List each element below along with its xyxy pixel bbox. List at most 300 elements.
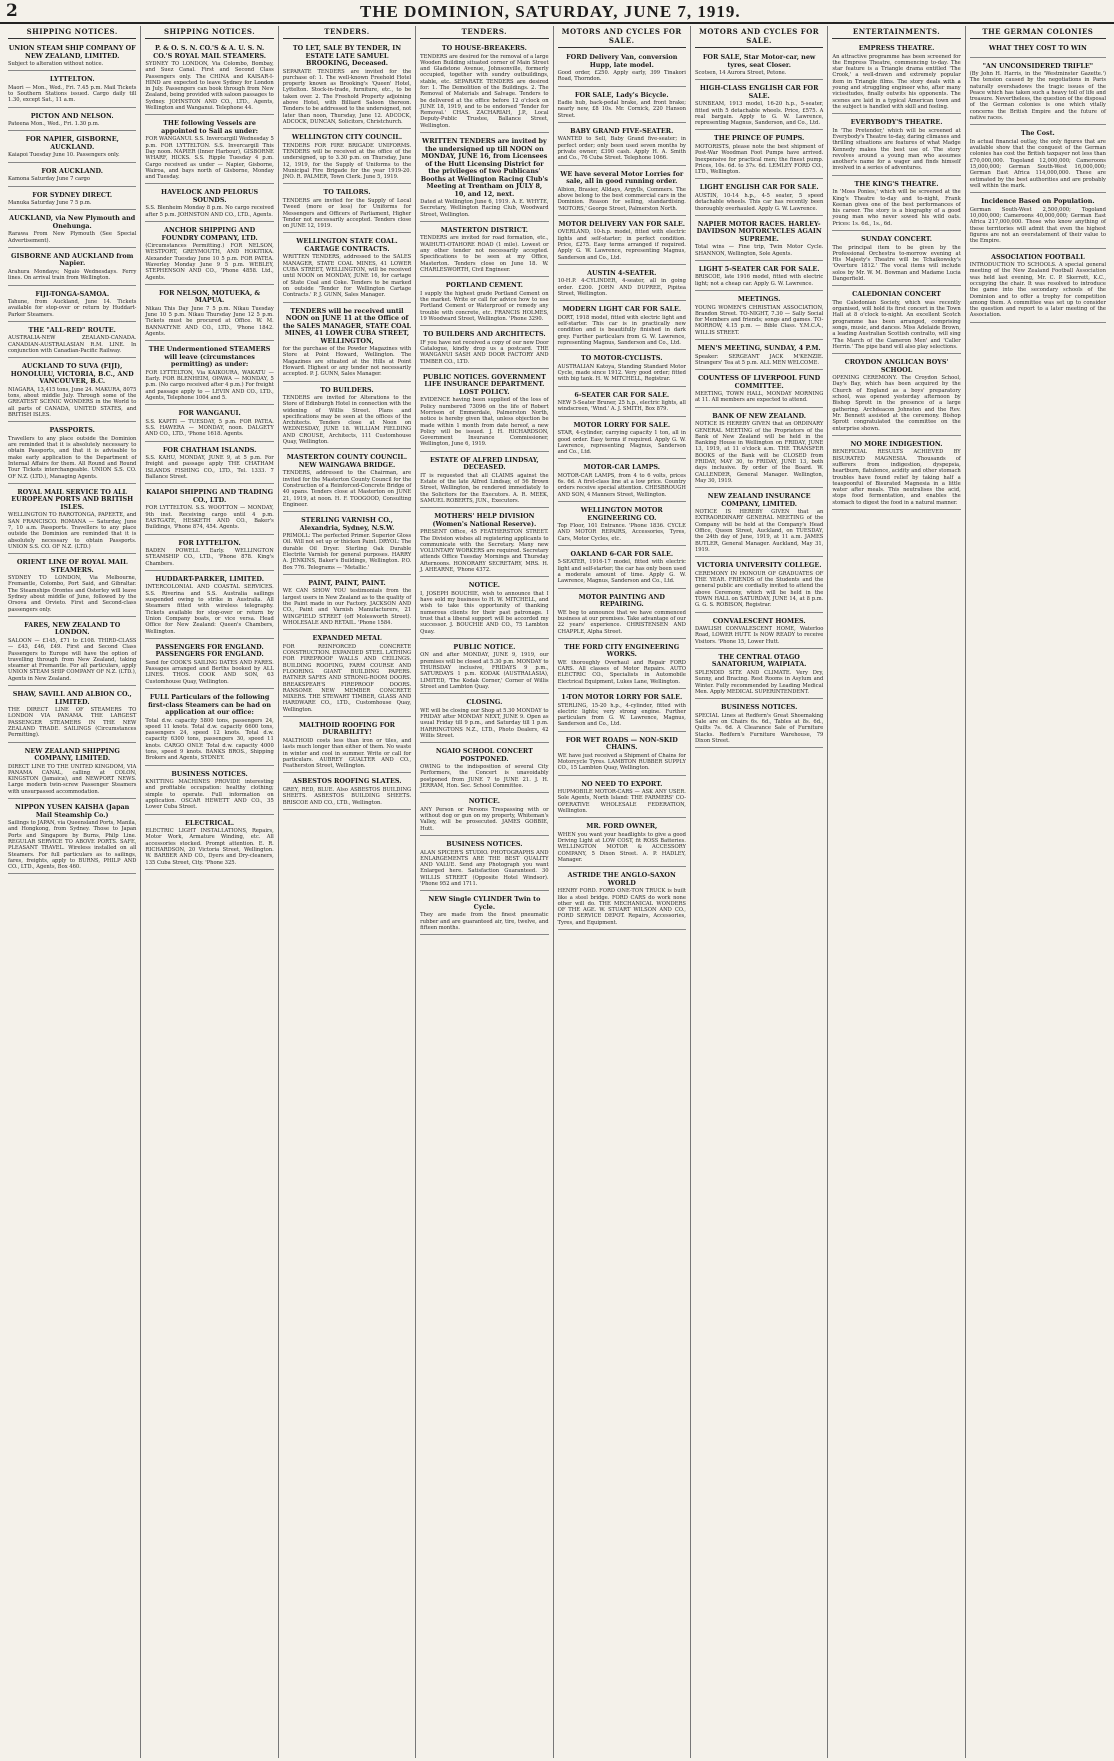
advertisement-text: STERLING, 15-20 h.p., 4-cylinder, fitted with electric lights; very strong engine. Further particulars from G. W. Lawrence, Magnus, Sanderson and Co., Ltd. — [557, 702, 686, 728]
advertisement-text: YOUNG WOMEN'S CHRISTIAN ASSOCIATION, Brandon Street. TO-NIGHT, 7.30 — Sally Social for Members and friends; songs and games. TO-MORROW, 4.15 p.m. — Bible Class. Y.M.C.A., WILLIS STREET. — [694, 304, 824, 336]
advertisement — [283, 235, 411, 302]
advertisement — [145, 641, 273, 689]
advertisement-title: 6-SEATER CAR FOR SALE. — [574, 390, 670, 399]
advertisement — [832, 42, 960, 114]
advertisement-title: WE have several Motor Lorries for sale, all in good running order. — [560, 169, 684, 186]
advertisement-title: NAPIER MOTOR RACES. HARLEY-DAVIDSON MOTORCYCLES AGAIN SUPREME. — [696, 219, 822, 243]
advertisement — [8, 250, 136, 286]
advertisement-text: SEPARATE TENDERS are invited for the purchase of: 1. The well-known Freehold Hotel property known as Brooking's 'Queen' Hotel, Lyttelton. Stock-in-trade, furniture, etc., to be taken over. 2. The Freehold Property adjoining above Hotel, with Billiard Saloon thereon. Tenders to be addressed to the undersigned, not later than noon, Thursday, June 12. ADCOCK, ADCOCK, DUNCAN, Solicitors, Christchurch. — [282, 68, 412, 125]
advertisement-title: OAKLAND 6-CAR FOR SALE. — [570, 549, 674, 558]
advertisement-title: TENDERS will be received until NOON on JUNE 11 at the Office of the SALES MANAGER, STATE COAL MINES, 41 LOWER CUBA STREET, WELLINGTON, — [282, 306, 412, 345]
advertisement-text: BENEFICIAL RESULTS ACHIEVED BY BISURATED MAGNESIA. Thousands of sufferers from indigestion, dyspepsia, heartburn, flatulence, acidity and other stomach troubles have found relief by taking half a teaspoonful of Bisurated Magnesia in a little water after meals. This neutralises the acid, stops food fermentation, and enables the stomach to digest the food in a natural manner. — [832, 449, 961, 506]
column-heading: TENDERS. — [283, 26, 411, 39]
advertisement — [283, 719, 411, 773]
advertisement — [8, 360, 136, 422]
advertisement-text: (By John H. Harris, in the 'Westminster Gazette.') The tension caused by the negotiations in Paris naturally overshadows the tragic issues of the Peace which has taken such a heavy toll of life and treasure. Nevertheless, the question of the disposal of the German colonies is one which vitally concerns the British Empire and the future of native races. — [969, 71, 1106, 122]
advertisement-title: PORTLAND CEMENT. — [445, 281, 524, 290]
advertisement-text: MEETING, TOWN HALL, MONDAY MORNING at 11. All members are expected to attend. — [694, 391, 824, 404]
advertisement-title: NOTICE. — [468, 797, 501, 806]
advertisement-title: CONVALESCENT HOMES. — [712, 616, 806, 625]
advertisement-title: EXPANDED METAL — [312, 634, 382, 643]
advertisement-title: NIPPON YUSEN KAISHA (Japan Mail Steamship Co.) — [15, 803, 130, 819]
advertisement — [832, 233, 960, 286]
advertisement — [420, 641, 548, 694]
advertisement-text: The principal item to be given by the Professional Orchestra to-morrow evening at His Majesty's Theatre will be Tchaikowsky's 'Overture 1812.' The vocal items will include solos by Mr. W. M. Bowman and Madame Lucia Dangerfield. — [832, 244, 961, 283]
advertisement — [420, 838, 548, 891]
advertisement — [695, 218, 823, 261]
advertisement — [558, 352, 686, 386]
advertisement-text: In actual financial outlay, the only figures that are available show that the conquest of the German colonies has cost the British taxpayer not less than £70,000,000. Togoland 12,000,000; Cameroons 15,000,000; German South-West 16,000,000; German East Africa 114,000,000. These are estimated by the best authorities and are probably well within the mark. — [969, 138, 1106, 189]
advertisement-text: MOTORISTS, please note the best shipment of Post-War Woodman Foot Pumps have arrived. Inexpensive for practical men; the finest pump. Prices, 10s. 6d. to 37s. 6d. LEMLEY FORD CO., LTD., Wellington. — [694, 143, 824, 176]
advertisement-text: SUNBEAM, 1913 model, 16-20 h.p., 5-seater, fitted with 5 detachable wheels. Price, £575. A real bargain. Apply to G. W. Lawrence, representing Magnus, Sanderson, and Co., Ltd. — [694, 101, 824, 127]
advertisement — [420, 371, 548, 452]
advertisement — [420, 328, 548, 369]
advertisement-text: Eadie hub, back-pedal brake, and front brake; nearly new, £8 10s. Mr. Cornick, 220 Hanson Street. — [557, 100, 686, 119]
column-2 — [141, 26, 278, 1758]
advertisement — [145, 343, 273, 405]
advertisement — [558, 591, 686, 639]
advertisement-title: THE CENTRAL OTAGO SANATORIUM, WAIPIATA. — [711, 652, 807, 669]
advertisement-text: Scotsen, 14 Aurora Street, Petone. — [694, 70, 787, 76]
page-number: 2 — [6, 1, 18, 21]
advertisement — [558, 820, 686, 867]
advertisement — [695, 51, 823, 80]
advertisement — [695, 701, 823, 748]
advertisement-title: The Cost. — [1020, 129, 1055, 138]
advertisement — [420, 279, 548, 326]
advertisement-title: STERLING VARNISH CO., Alexandria, Sydney, N.S.W. — [299, 516, 395, 532]
advertisement-title: UNION STEAM SHIP COMPANY OF NEW ZEALAND, LIMITED. — [8, 44, 136, 60]
advertisement-title: THE following Vessels are appointed to Sail as under: — [161, 119, 259, 135]
advertisement-title: WELLINGTON MOTOR ENGINEERING CO. — [580, 506, 663, 522]
advertisement-text: SYDNEY TO LONDON, Via Colombo, Bombay, and Suez Canal. First and Second Class Passengers only. The CHINA and KAISAR-I-HIND are expected to leave Sydney for London in July. Passengers can book through from New Zealand, being provided with saloon passages to Sydney. JOHNSTON AND CO., LTD., Agents, Wellington and Wanganui. Telephone 44. — [145, 61, 274, 112]
advertisement-text: Albion, Brasier, Alldays, Argylls, Commers. The above belong to the best commercial cars in the Dominion. Reason for selling, standardising. 'MOTORS,' George Street, Palmerston North. — [557, 186, 686, 212]
advertisement-title: FOR WANGANUI. — [178, 409, 241, 418]
advertisement-title: CLOSING. — [466, 698, 503, 707]
advertisement-title: AUCKLAND, via New Plymouth and Onehunga. — [9, 214, 136, 230]
advertisement-title: BABY GRAND FIVE-SEATER. — [570, 126, 674, 135]
advertisement — [832, 178, 960, 231]
advertisement — [558, 303, 686, 350]
advertisement-title: GISBORNE AND AUCKLAND from Napier. — [11, 251, 134, 268]
advertisement-title: LIGHT 5-SEATER CAR FOR SALE. — [698, 264, 820, 273]
advertisement-text: TENDERS are invited for the Supply of Local Tweed (more or less) for Uniforms for Messengers and Officers of Parliament, Higher Tender not necessarily accepted. Tenders close on JUNE 12, 1919. — [282, 197, 412, 230]
advertisement-title: NOTICE. — [468, 581, 501, 590]
advertisement-title: FIJI-TONGA-SAMOA. — [35, 289, 110, 298]
advertisement-text: WANTED to Sell, Baby Grand five-seater; in perfect order; only been used seven months by private owner; £390 cash. Apply H. A. Smith and Co., 76 Cuba Street. Telephone 1066. — [557, 136, 686, 162]
advertisement-title: Incidence Based on Population. — [981, 197, 1095, 206]
advertisement-title: BUSINESS NOTICES. — [171, 769, 248, 778]
advertisement — [283, 384, 411, 450]
advertisement-title: LIGHT ENGLISH CAR FOR SALE. — [699, 183, 819, 192]
advertisement-text: Kamona Saturday June 7 cargo — [8, 176, 90, 183]
advertisement — [832, 288, 960, 354]
advertisement-text: Tahune, from Auckland, June 14. Tickets available for stop-over or return by Huddart-Parker Steamers. — [8, 299, 137, 318]
advertisement-title: FOR SYDNEY DIRECT. — [32, 190, 113, 199]
advertisement-text: DAWLISH CONVALESCENT HOME, Waterloo Road, LOWER HUTT. Is NOW READY to receive Visitors. 'Phone 15, Lower Hutt. — [694, 626, 824, 645]
advertisement-text: Travellers to any place outside the Dominion are reminded that it is absolutely necessary to obtain Passports, and that it is advisable to make early application to the Department of Internal Affairs for them. All Round and Round Tour Tickets interchangeable. UNION S.S. CO. OF N.Z. (LTD.), Managing Agents. — [8, 435, 137, 480]
advertisement-text: SYDNEY TO LONDON, Via Melbourne, Fremantle, Colombo, Port Said, and Gibraltar. The Steamships Orontes and Osterley will leave Sydney about middle of June, followed by the Orsova and Orvieto. First and Second-class passengers only. — [8, 575, 137, 613]
advertisement — [8, 42, 136, 71]
advertisement-title: FOR NELSON, MOTUEKA, & MAPUA. — [158, 288, 261, 305]
advertisement-text: Top Floor, 101 Entrance. 'Phone 1836. CYCLE AND MOTOR REPAIRS, Accessories, Tyres, Cars, Motor Cycles, etc. — [557, 523, 686, 542]
advertisement — [283, 131, 411, 184]
advertisement — [832, 438, 960, 510]
advertisement — [283, 42, 411, 129]
advertisement-text: S.S. KAHU, MONDAY, JUNE 9, at 5 p.m. For freight and passage apply THE CHATHAM ISLANDS FISHING CO., LTD., Tel. 1333. 7 Ballance Street. — [145, 455, 274, 481]
advertisement-title: ANCHOR SHIPPING AND FOUNDRY COMPANY, LTD. — [161, 226, 258, 242]
advertisement-title: WRITTEN TENDERS are invited by the undersigned up till NOON on MONDAY, JUNE 16, from Licensees of the Hutt Licensing District for the privileges of two Publicans' Booths at Wellington Racing Club's Meeting at Trentham on JULY 8, 10, and 12, next. — [420, 137, 549, 198]
advertisement-text: INTRODUCTION TO SCHOOLS. A special general meeting of the New Zealand Football Association was held last evening, Mr. C. P. Skerrett, K.C., occupying the chair. It was resolved to introduce the game into the secondary schools of the Dominion and to offer a trophy for competition among them. A committee was set up to consider the question and report to a later meeting of the Association. — [969, 262, 1106, 319]
advertisement — [558, 267, 686, 301]
advertisement — [695, 490, 823, 557]
advertisement-title: BUSINESS NOTICES. — [720, 703, 798, 712]
advertisement — [420, 579, 548, 639]
advertisement-title: NEW ZEALAND INSURANCE COMPANY, LIMITED. — [707, 492, 811, 508]
advertisement-text: The Caledonian Society, which was recently organised, will hold its first concert in the Town Hall at 8 o'clock to-night. An excellent Scotch programme has been arranged, comprising songs, music, and dances. Miss Adelaide Brown, a leading Australian Scottish contralto, will sing 'The March of the Cameron Men' and 'Caller Herrin.' The pipe band will also play selections. — [832, 299, 961, 350]
advertisement — [695, 263, 823, 291]
advertisement — [558, 778, 686, 819]
advertisement — [283, 632, 411, 717]
advertisement — [558, 461, 686, 502]
advertisement-text: WHEN you want your headlights to give a good Driving Light at LOW COST, fit ROSS Batteries. WELLINGTON MOTOR & ACCESSORY COMPANY, 5 Dixon Street. A. P. HADLEY, Manager. — [557, 831, 686, 863]
advertisement — [420, 454, 548, 508]
advertisement-title: HAVELOCK AND PELORUS SOUNDS. — [161, 188, 259, 204]
advertisement-text: for the purchase of the Powder Magazines with Store at Point Howard, Wellington. The Magazines are situated at the Hills at Point Howard. Highest or any tender not necessarily accepted. P. J. GUNN, Sales Manager. — [282, 346, 412, 378]
advertisement-text: Nikau This Day June 7 5 p.m. Nikau Tuesday June 10 5 p.m. Nikau Thursday June 12 5 p.m. Tickets must be procured at Office. W. M. BANNATYNE AND CO., LTD., 'Phone 1842. Agents. — [145, 305, 274, 338]
column-heading: MOTORS AND CYCLES FOR SALE. — [695, 26, 823, 48]
advertisement-title: BANK OF NEW ZEALAND. — [712, 411, 807, 420]
advertisement-title: ASBESTOS ROOFING SLATES. — [292, 777, 402, 786]
advertisement — [558, 869, 686, 930]
advertisement-text: IT is requested that all CLAIMS against the Estate of the late Alfred Lindsay, of 56 Brown Street, Wellington, be rendered immediately to the Solicitors for the Executors. A. R. MEEK, SAMUEL ROBERTS, JUN., Executors. — [420, 472, 549, 504]
advertisement-text: NIAGARA, 13,415 tons, June 24. MAKURA, 8075 tons, about middle July. Through some of the GREATEST SCENIC WONDERS in the World to all parts of CANADA, UNITED STATES, and BRITISH ISLES. — [8, 386, 137, 419]
advertisement — [283, 305, 411, 382]
advertisement-text: TENDERS are desired for the removal of a large Wooden Building situated corner of Main Street and Gladstone Avenue, Johnsonville, formerly occupied, together with sundry outbuildings, stable, etc. SEPARATE TENDERS are desired for: 1. The Demolition of the Buildings. 2. The Removal of Materials and Salvage. Tenders to be delivered at the office before 12 o'clock on JUNE 18, 1919, and to be endorsed 'Tender for Removal.' CHAS. ZACHARIAH, J.P., Local Deputy-Public Trustee, Ballance Street, Wellington. — [420, 53, 549, 129]
advertisement-title: MASTERTON DISTRICT. — [440, 225, 529, 234]
column-6 — [691, 26, 828, 1758]
advertisement-title: TO BUILDERS AND ARCHITECTS. — [423, 330, 546, 339]
advertisement-title: WELLINGTON STATE COAL. CARTAGE CONTRACTS. — [296, 237, 398, 253]
advertisement — [558, 389, 686, 417]
advertisement-title: FOR SALE, Lady's Bicycle. — [574, 90, 669, 99]
advertisement — [695, 82, 823, 130]
advertisement — [970, 195, 1106, 248]
advertisement — [145, 817, 273, 870]
advertisement-text: INTERCOLONIAL AND COASTAL SERVICES. S.S. Riverina and S.S. Australia sailings suspended owing to strike in Australia. All Steamers fitted with wireless telegraphy. Tickets available for stop-over or return by Union Company boats, or vice versa. Head Office for New Zealand: Queen's Chambers, Wellington. — [145, 584, 274, 635]
advertisement-title: NO MORE INDIGESTION. — [850, 439, 943, 448]
advertisement — [558, 419, 686, 460]
advertisement — [832, 116, 960, 176]
advertisement — [558, 51, 686, 87]
advertisement-text: AUSTIN, 10-14 h.p., 4-5 seater, 5 speed detachable wheels. This car has recently been thoroughly overhauled. Apply G. W. Lawrence. — [694, 192, 824, 212]
advertisement-title: ASSOCIATION FOOTBALL — [991, 252, 1085, 261]
advertisement-title: MEN'S MEETING, SUNDAY, 4 P.M. — [697, 344, 821, 353]
advertisement-title: TO TAILORS. — [323, 188, 371, 197]
column-heading: SHIPPING NOTICES. — [8, 26, 136, 39]
advertisement-title: FOR CHATHAM ISLANDS. — [162, 445, 257, 454]
advertisement-title: NEW Single CYLINDER Twin to Cycle. — [428, 895, 541, 911]
advertisement — [695, 293, 823, 340]
advertisement-title: 1-TON MOTOR LORRY FOR SALE. — [561, 693, 683, 702]
advertisement-text: I, JOSEPH BOUCHIE, wish to announce that I have sold my business to H. W. MITCHELL, and wish to take this opportunity of thanking numerous clients for their past patronage. I trust that a liberal support will be accorded my successor. J. BOUCHIE AND CO., 75 Lambton Quay. — [420, 590, 549, 635]
advertisement — [8, 688, 136, 742]
advertisement-text: WRITTEN TENDERS, addressed to the SALES MANAGER, STATE COAL MINES, 41 LOWER CUBA STREET, WELLINGTON, will be received until NOON on MONDAY, JUNE 16, for cartage of State Coal and Coke. Tenders to be marked on outside 'Tender for Wellington Cartage Contracts.' P. J. GUNN, Sales Manager. — [282, 254, 412, 299]
advertisement-title: BUSINESS NOTICES. — [446, 840, 523, 849]
advertisement-title: AUSTIN 4-SEATER. — [587, 268, 657, 277]
advertisement-text: WE CAN SHOW YOU testimonials from the largest users in New Zealand as to the quality of the Paint made in our Factory. JACKSON AND CO., Paint and Varnish Manufacturers, 21 WINGFIELD STREET (off Molesworth Street). WHOLESALE AND RETAIL. 'Phone 1584. — [282, 588, 412, 626]
advertisement-text: Total wins — Fine trip, Twin Motor Cycle. SHANNON, Wellington, Sole Agents. — [694, 244, 824, 257]
advertisement-text: Maori — Mon., Wed., Fri. 7.45 p.m. Mail Tickets to Southern Stations issued. Cargo daily till 1.30, except Sat., 11 a.m. — [8, 84, 137, 104]
advertisement — [420, 893, 548, 935]
advertisement — [8, 133, 136, 162]
advertisement-title: NO NEED TO EXPORT. — [581, 779, 663, 788]
advertisement — [283, 775, 411, 809]
advertisement-text: (Circumstances Permitting.) FOR NELSON, WESTPORT, GREYMOUTH, AND HOKITIKA. Alexander Tuesday June 10 5 p.m. FOR PATEA. Waverley Monday June 9 5 p.m. WEBLEY, STEPHENSON AND CO., 'Phone 4858. Ltd., Agents. — [145, 243, 274, 281]
column-1 — [4, 26, 141, 1758]
advertisement — [970, 42, 1106, 58]
advertisement-text: 5-SEATER, 1916-17 model, fitted with electric light and self-starter; the car has only been used a moderate amount of time. Apply G. W. Lawrence, Magnus, Sanderson and Co., Ltd. — [557, 559, 686, 585]
advertisement — [420, 510, 548, 577]
advertisement-title: PASSENGERS FOR ENGLAND. PASSENGERS FOR ENGLAND. — [155, 642, 264, 659]
advertisement — [558, 734, 686, 776]
column-3 — [279, 26, 416, 1758]
advertisement-title: NGAIO SCHOOL CONCERT POSTPONED. — [435, 747, 533, 763]
advertisement-title: NEW ZEALAND SHIPPING COMPANY, LIMITED. — [24, 746, 120, 763]
advertisement-text: HENRY FORD. FORD ONE-TON TRUCK is built like a steel bridge. FORD CARS do work none other will do. THE MECHANICAL WONDERS OF THE AGE. W. STUART WILSON AND CO., FORD SERVICE DEPOT. Repairs, Accessories, Tyres, and Equipment. — [557, 888, 686, 926]
advertisement-text: STAR, 4-cylinder, carrying capacity 1 ton, all in good order. Easy terms if required. Apply G. W. Lawrence, representing Magnus, Sanderson and Co., Ltd. — [557, 430, 686, 456]
advertisement — [695, 342, 823, 370]
advertisement — [695, 615, 823, 649]
advertisement-text: TENDERS are invited for Alterations to the Store of Edinburgh Hotel in connection with the widening of Willis Street. Plans and specifications may be seen at the offices of the Architects. Tenders close at Noon on WEDNESDAY, JUNE 18. WILLIAM FIELDING AND CROUSE, Architects, 111 Customhouse Quay, Wellington. — [282, 395, 412, 446]
advertisement-text: FOR LYTTELTON. S.S. WOOTTON — MONDAY, 9th inst. Receiving cargo until 4 p.m. EASTGATE, HESKETH AND CO., Baker's Buildings, 'Phone 874, 454. Agents. — [145, 505, 274, 531]
advertisement — [145, 42, 273, 115]
advertisement-text: PRESENT Office, 45 FEATHERSTON STREET. The Division wishes all registering applicants to communicate with the Secretary. Many new VOLUNTARY WORKERS are required. Secretary attends Office Tuesday Mornings and Thursday Afternoons. HONORARY SECRETARY, MRS. H. J. AHEARNE, 'Phone 4372. — [420, 529, 549, 574]
advertisement-text: OVERLAND, 10-h.p. model, fitted with electric lights and self-starter; in perfect condition. Price, £275. Easy terms arranged if required. Apply G. W. Lawrence, representing Magnus, Sanderson and Co., Ltd. — [557, 229, 686, 261]
advertisement — [420, 795, 548, 836]
advertisement-text: HUPMOBILE MOTOR-CARS — ASK ANY USER. Sole Agents, North Island: THE FARMERS' CO-OPERATIVE WHOLESALE FEDERATION, Wellington. — [557, 789, 686, 814]
advertisement-text: SPLENDID SITE AND CLIMATE. Very Dry, Sunny, and Bracing. Rest Rooms in Asylum and Winter. Fully recommended by Leading Medical Men. Apply MEDICAL SUPERINTENDENT. — [694, 669, 824, 695]
advertisement — [283, 514, 411, 575]
advertisement — [8, 73, 136, 107]
advertisement-text: TENDERS are invited for road formation, etc., WAIHUTI-OTAHORE ROAD (1 mile). Lowest or any other tender not necessarily accepted. Specifications to be seen at my Office, Masterton. Tenders close on June 18. W. CHARLESWORTH, Civil Engineer. — [420, 235, 549, 273]
advertisement — [8, 424, 136, 484]
advertisement-title: FULL Particulars of the following first-class Steamers can be had on application at our office: — [148, 693, 272, 717]
advertisement — [420, 135, 548, 222]
advertisement-title: THE Undermentioned STEAMERS will leave (circumstances permitting) as under: — [148, 345, 271, 369]
column-heading: THE GERMAN COLONIES — [970, 26, 1106, 39]
advertisement — [145, 287, 273, 341]
advertisement — [695, 132, 823, 179]
advertisement-text: GREY, RED, BLUE. Also ASBESTOS BUILDING SHEETS. ASBESTOS BUILDING SHEETS. BRISCOE AND CO., LTD., Wellington. — [282, 786, 412, 806]
advertisement-title: COUNTESS OF LIVERPOOL FUND COMMITTEE. — [698, 374, 821, 390]
advertisement — [695, 410, 823, 488]
advertisement-title: MR. FORD OWNER, — [586, 822, 658, 831]
advertisement-title: ASTRIDE THE ANGLO-SAXON WORLD — [567, 871, 676, 887]
advertisement — [145, 691, 273, 766]
advertisement — [695, 181, 823, 215]
advertisement-title: FOR LYTTELTON. — [178, 538, 241, 547]
advertisement-text: S.S. Blenheim Monday 8 p.m. No cargo received after 5 p.m. JOHNSTON AND CO., LTD., Agents. — [145, 205, 274, 218]
advertisement-text: An attractive programme has been screened for the Empress Theatre, commencing to-day. The star feature is a Triangle drama entitled 'The Crook,' a well-drawn and extremely popular item in Triangle films. The story deals with a young and struggling engineer who, after many vicissitudes, finally outwits his opponents. The scenes are laid in a typical American town and the subject is handled with skill and feeling. — [832, 53, 961, 110]
advertisement-text: ALAN SPICER'S STUDIO. PHOTOGRAPHS AND ENLARGEMENTS ARE THE BEST QUALITY AND VALUE. Send any Photograph you want Enlarged here. Satisfaction Guaranteed. 30 WILLIS STREET (Opposite Hotel Windsor). 'Phone 952 and 1711. — [420, 849, 549, 888]
column-heading: TENDERS. — [420, 26, 548, 39]
advertisement — [558, 504, 686, 546]
advertisement — [8, 324, 136, 358]
advertisement — [558, 218, 686, 265]
advertisement — [558, 691, 686, 732]
advertisement-text: MOTOR-CAR LAMPS, from 4 to 6 volts, prices 6s. 6d. A first-class line at a low price. Country orders receive special attention. CHESBROUGH AND SON, 4 Manners Street, Wellington. — [557, 472, 686, 498]
advertisement — [8, 212, 136, 248]
advertisement-text: FOR LYTTELTON, Via KAIKOURA, WAKATU — Early. FOR BLENHEIM, OPAWA — MONDAY, 5 p.m. (No cargo received after 4 p.m.) For freight and passage apply to — LEVIN AND CO., LTD., Agents, Telephone 1004 and 5. — [145, 369, 274, 401]
advertisement-title: PASSPORTS. — [49, 426, 95, 435]
advertisement-title: TO LET, SALE BY TENDER, IN ESTATE LATE SAMUEL BROOKING, Deceased. — [292, 44, 402, 67]
advertisement — [970, 251, 1106, 323]
advertisement-text: Rarawa From New Plymouth (See Special Advertisement). — [8, 231, 137, 244]
column-5 — [554, 26, 691, 1758]
advertisement-text: KNITTING MACHINES PROVIDE interesting and profitable occupation: healthy clothing; simple to operate. Full information on application. OSCAR HEWETT AND CO., 35 Lower Cuba Street. — [145, 779, 274, 811]
advertisement-title: THE PRINCE OF PUMPS. — [714, 134, 805, 143]
advertisement-text: WE will be closing our Shop at 5.30 MONDAY to FRIDAY after MONDAY NEXT, JUNE 9. Open as usual Friday till 9 p.m., and Saturday till 1 p.m. HARRINGTONS N.Z., LTD., Photo Dealers, 42 Willis Street. — [420, 707, 549, 739]
advertisement-text: EVIDENCE having been supplied of the loss of Policy numbered 73096 on the life of Robert Morrison of Emmerdale, Palmerston North, notice is hereby given that, unless objection be made within 1 month from date hereof, a new Policy will be issued. J. H. RICHARDSON, Government Insurance Commissioner, Wellington, June 6, 1919. — [420, 397, 549, 448]
advertisement — [558, 168, 686, 216]
advertisement — [970, 60, 1106, 126]
advertisement-text: SALOON — £145, £71 to £108. THIRD-CLASS — £43, £46, £49. First and Second Class Passengers to Europe will have the option of travelling through from New Zealand, taking steamer at Fremantle. For all particulars, apply UNION STEAM SHIP COMPANY OF N.Z. (LTD.), Agents in New Zealand. — [8, 637, 137, 682]
advertisement-text: Arahura Mondays; Ngaio Wednesdays. Ferry lines. On arrival train from Wellington. — [8, 268, 137, 282]
advertisement-text: 10-H.P. 4-CYLINDER, 4-seater, all in going order. £200. JOHN AND DUPREE, Pipitea Street, Wellington. — [557, 278, 686, 297]
advertisement — [970, 127, 1106, 193]
advertisement-text: In 'The Pretender,' which will be screened at Everybody's Theatre to-day, daring climaxes and thrilling situations are features of what Madge Kennedy makes the best use of. The story revolves around a young man who assumes another's name for a wager and finds himself involved in a series of adventures. — [832, 127, 961, 172]
advertisement — [145, 186, 273, 222]
advertisement-text: FOR REINFORCED CONCRETE CONSTRUCTION. EXPANDED STEEL LATHING FOR FIREPROOF WALLS AND CEILINGS. BUILDING ROOFING, FARM COURSE AND FLOORING. GIANT BUILDING PAPERS. RATNER SAFES AND STRONG-ROOM DOORS. BREAKSPEAR'S FIREPROOF DOORS. RANSOME NEW MEMBER CONCRETE MIXERS. THE STEWART TIMBER, GLASS AND HARDWARE CO., LTD., Customhouse Quay, Wellington. — [282, 643, 412, 713]
advertisement-text: WE beg to announce that we have commenced business at our premises. Take advantage of our 22 years' experience. CHRISTENSEN AND CHAPPLE, Alpha Street. — [557, 609, 686, 635]
column-8 — [966, 26, 1110, 1758]
advertisement — [8, 745, 136, 799]
advertisement — [558, 641, 686, 689]
advertisement-text: PRIMOLL: The perfected Primer. Superior Gloss Oil. Will not set up or thicken Paint. DRYOL: The durable Oil Dryer. Sterling Oak Durable Electrite Varnish for general purposes. HARRY A. JENKINS, Baker's Buildings, Wellington. P.O. Box 776. Telegrams — 'Metallic.' — [282, 533, 412, 571]
advertisement — [145, 224, 273, 285]
advertisement-text: OWING to the indisposition of several City Performers, the Concert is unavoidably postponed from JUNE 7 to JUNE 21. J. H. JERRAM, Hon. Sec. School Committee. — [420, 764, 549, 790]
advertisement-text: WE thoroughly Overhaul and Repair FORD CARS. All classes of Motor Repairs. AUTO ELECTRIC CO., Specialists in Automobile Electrical Equipment, Lukes Lane, Wellington. — [557, 659, 686, 685]
advertisement-title: MALTHOID ROOFING FOR DURABILITY! — [298, 720, 395, 737]
advertisement-title: CROYDON ANGLICAN BOYS' SCHOOL — [844, 358, 949, 374]
advertisement-text: WE have just received a Shipment of Chains for Motorcycle Tyres. LAMBTON RUBBER SUPPLY CO., 15 Lambton Quay, Wellington. — [557, 752, 686, 772]
advertisement — [283, 186, 411, 233]
advertisement-title: CALEDONIAN CONCERT — [852, 290, 941, 299]
advertisement-title: MOTOR DELIVERY VAN FOR SALE. — [558, 219, 685, 228]
advertisement-title: ELECTRICAL. — [185, 818, 235, 827]
advertisement-title: FARES, NEW ZEALAND TO LONDON. — [24, 620, 121, 637]
advertisement — [8, 556, 136, 617]
advertisement-text: Send for COOK'S SAILING DATES AND FARES. Passages arranged and Berths booked by ALL LINES. THOS. COOK AND SON, 63 Customhouse Quay, Wellington. — [145, 659, 274, 685]
advertisement — [420, 745, 548, 793]
column-4 — [416, 26, 553, 1758]
advertisement-text: ELECTRIC LIGHT INSTALLATIONS, Repairs, Motor Work, Armature Winding, etc. All accessories stocked. Prompt attention. E. R. RICHARDSON, 20 Victoria Street, Wellington. W. BARBER AND CO., Dyers and Dry-cleaners, 135 Cuba Street, City. 'Phone 325. — [145, 828, 274, 866]
advertisement-text: TENDERS, addressed to the Chairman, are invited for the Masterton County Council for the Construction of a Reinforced-Concrete Bridge of 40 spans. Tenders close at Masterton on JUNE 21, 1919, at noon. H. F. TOOGOOD, Consulting Engineer. — [282, 470, 412, 508]
advertisement — [145, 537, 273, 571]
advertisement-text: Good order, £250. Apply early, 399 Tinakori Road, Thorndon. — [557, 70, 686, 83]
advertisement-text: NOTICE IS HEREBY GIVEN that an ORDINARY GENERAL MEETING of the Proprietors of the Bank of New Zealand will be held in the Banking House in Wellington on FRIDAY, JUNE 13, 1919, at 11 o'clock a.m. THE TRANSFER BOOKS of the Bank will be CLOSED from FRIDAY, MAY 30, to FRIDAY, JUNE 13, both days inclusive. By order of the Board. W. CALLENDER, General Manager. Wellington, May 30, 1919. — [694, 421, 824, 484]
advertisement-title: FOR NAPIER, GISBORNE, AUCKLAND. — [25, 135, 119, 151]
advertisement-text: Dated at Wellington June 6, 1919. A. E. WHYTE, Secretary, Wellington Racing Club, Woodward Street, Wellington. — [420, 199, 549, 218]
advertisement-text: TENDERS FOR FIRE BRIGADE UNIFORMS. TENDERS will be received at the office of the undersigned, up to 3.30 p.m. on Thursday, June 12, 1919, for the Supply of Uniforms to the Municipal Fire Brigade for the year 1919-20. JNO. R. PALMER, Town Clerk. June 5, 1919. — [282, 142, 412, 181]
advertisement-text: WELLINGTON TO RAROTONGA, PAPEETE, and SAN FRANCISCO. ROMANA — Saturday, June 7, 10 a.m. Passports. Travellers to any place outside the Dominion are reminded that it is absolutely necessary to obtain Passports. UNION S.S. CO. OF N.Z. (LTD.) — [8, 512, 137, 550]
advertisement-text: AUSTRALIA-NEW ZEALAND-CANADA. CANADIAN-AUSTRALASIAN R.M. LINE. In conjunction with Canadian-Pacific Railway. — [8, 335, 137, 355]
masthead — [0, 0, 1114, 24]
advertisement-text: BRISCOE, late 1916 model, fitted with electric light; not a cheap car. Apply G. W. Lawrence. — [694, 274, 824, 287]
advertisement — [8, 189, 136, 211]
advertisement-title: WHAT THEY COST TO WIN — [988, 44, 1087, 52]
advertisement-title: KAIAPOI SHIPPING AND TRADING CO., LTD. — [146, 488, 274, 504]
advertisement-text: Sailings to JAPAN, via Queensland Ports, Manila, and Hongkong, from Sydney. Those to Japan Ports and Singapore by Burns, Philp Line. REGULAR SERVICE TO ABOVE PORTS. SAFE, PLEASANT TRAVEL. Wireless installed on all Steamers. For full particulars as to sailings, fares, freights, apply to BURNS, PHILP AND CO., LTD., Agents, Box 460. — [8, 820, 137, 871]
advertisement — [8, 288, 136, 322]
advertisement-title: PICTON AND NELSON. — [30, 111, 114, 120]
column-heading: SHIPPING NOTICES. — [145, 26, 273, 39]
advertisement — [145, 407, 273, 441]
advertisement-title: "AN UNCONSIDERED TRIFLE" — [982, 61, 1094, 70]
advertisement-text: ANY Person or Persons Trespassing with or without dog or gun on my property, Whiteman's Valley, will be prosecuted. JAMES GOBBIE, Hutt. — [420, 806, 549, 832]
advertisement-text: NOTICE IS HEREBY GIVEN that an EXTRAORDINARY GENERAL MEETING of the Company will be held at the Company's Head Office, Queen Street, Auckland, on TUESDAY, the 24th day of June, 1919, at 11 a.m. JAMES BUTLER, General Manager. Auckland, May 31, 1919. — [694, 509, 824, 553]
advertisement — [8, 619, 136, 686]
advertisement-title: TO HOUSE-BREAKERS. — [441, 44, 527, 52]
advertisement — [8, 486, 136, 554]
advertisement-text: Pateena Mon., Wed., Fri. 1.30 p.m. — [8, 121, 100, 128]
advertisement-title: MOTHERS' HELP DIVISION (Women's National Reserve). — [432, 512, 537, 528]
newspaper-columns — [4, 26, 1110, 1758]
advertisement-title: ESTATE OF ALFRED LINDSAY, DECEASED. — [430, 455, 539, 472]
advertisement-title: FORD Delivery Van, conversion Hupp, late model. — [566, 53, 678, 69]
advertisement-title: LYTTELTON. — [49, 75, 95, 84]
newspaper-title: THE DOMINION, SATURDAY, JUNE 7, 1919. — [360, 2, 741, 21]
advertisement-text: Speaker: SERGEANT JACK M'KENZIE. Strangers' Tea at 5 p.m. ALL MEN WELCOME. — [694, 353, 824, 366]
advertisement — [558, 548, 686, 589]
advertisement-text: NEW 5-Seater Bruner, 25 h.p., electric lights, all windscreen, 'Wind.' A. J. SMITH, Box 879. — [557, 400, 686, 413]
advertisement-text: DIRECT LINE TO THE UNITED KINGDOM, VIA PANAMA CANAL, calling at COLON, KINGSTON (Jamaica), and NEWPORT NEWS. Large modern twin-screw Passenger Steamers with unsurpassed accommodation. — [8, 763, 137, 795]
advertisement-title: MASTERTON COUNTY COUNCIL. NEW WAINGAWA BRIDGE. — [286, 453, 408, 469]
advertisement — [420, 42, 548, 133]
advertisement-text: S.S. KAPITI — TUESDAY, 5 p.m. FOR PATEA. S.S. HAWERA — MONDAY, noon. DALGETY AND CO., LTD., 'Phone 1618. Agents. — [145, 418, 274, 438]
advertisement-text: DORT, 1918 model, fitted with electric light and self-starter. This car is in practically new condition and is beautifully finished in dark grey. Further particulars from G. W. Lawrence, representing Magnus, Sanderson and Co., Ltd. — [557, 314, 686, 346]
advertisement — [283, 577, 411, 630]
advertisement-title: TO MOTOR-CYCLISTS. — [580, 354, 663, 363]
advertisement-title: EMPRESS THEATRE. — [858, 44, 935, 52]
advertisement-text: SPECIAL Lines at Redfern's Great Shoemaking Sale are on Chairs 6s. 6d., Tables at 8s. 6d., Quilts 7s. 6d. A Clearance Sale of Furniture Stacks. Redfern's Furniture Warehouse, 79 Dixon Street. — [694, 712, 824, 744]
advertisement-text: THE DIRECT LINE OF STEAMERS TO LONDON VIA PANAMA. THE LARGEST PASSENGER STEAMERS IN THE NEW ZEALAND TRADE. SAILINGS (Circumstances Permitting). — [8, 707, 137, 739]
column-7 — [828, 26, 965, 1758]
advertisement — [145, 486, 273, 534]
advertisement — [8, 110, 136, 132]
advertisement-text: Total d.w. capacity 5800 tons, passengers 24, speed 11 knots. Total d.w. capacity 6600 tons, passengers 24, speed 12 knots. Total d.w. capacity 6300 tons, passengers 30, speed 11 knots. CARGO ONLY: Total d.w. capacity 4000 tons, speed 9 knots. BANKS BROS., Shipping Brokers and Agents, SYDNEY. — [145, 717, 274, 762]
advertisement — [558, 89, 686, 123]
advertisement-title: MEETINGS. — [737, 295, 781, 304]
advertisement-text: I supply the highest grade Portland Cement on the market. Write or call for advice how to use Portland Cement or Waterproof or remedy any trouble with concrete, etc. FRANCIS HOLMES, 19 Woodward Street, Wellington. 'Phone 3290. — [420, 290, 549, 322]
column-heading: ENTERTAINMENTS. — [832, 26, 960, 39]
advertisement — [832, 356, 960, 436]
advertisement — [145, 444, 273, 485]
advertisement-title: MODERN LIGHT CAR FOR SALE. — [562, 305, 682, 314]
advertisement-text: In 'Moss Ponies,' which will be screened at the King's Theatre to-day and to-night, Frank Keenan gives one of the best performances of his career. The story is a biography of a good young man who never sowed his wild oats. Prices: 1s. 6d., 1s., 6d. — [832, 189, 961, 227]
advertisement-title: PUBLIC NOTICE. — [453, 642, 516, 651]
advertisement — [145, 768, 273, 815]
advertisement-text: IF you have not received a copy of our new Door Catalogue, kindly drop us a postcard. THE WANGANUI SASH AND DOOR FACTORY AND TIMBER CO., LTD. — [420, 339, 549, 365]
advertisement-title: ROYAL MAIL SERVICE TO ALL EUROPEAN PORTS AND BRITISH ISLES. — [11, 487, 134, 511]
advertisement-title: VICTORIA UNIVERSITY COLLEGE. — [696, 561, 822, 570]
advertisement — [420, 224, 548, 277]
advertisement — [283, 451, 411, 512]
advertisement-title: AUCKLAND TO SUVA (FIJI), HONOLULU, VICTORIA, B.C., AND VANCOUVER, B.C. — [10, 362, 134, 386]
advertisement-text: AUSTRALIAN Katoya, Standing Standard Motor Cycle, made since 1912. Very good order; fitted with big tank. H. W. MITCHELL, Registrar. — [557, 363, 686, 383]
advertisement — [8, 801, 136, 874]
